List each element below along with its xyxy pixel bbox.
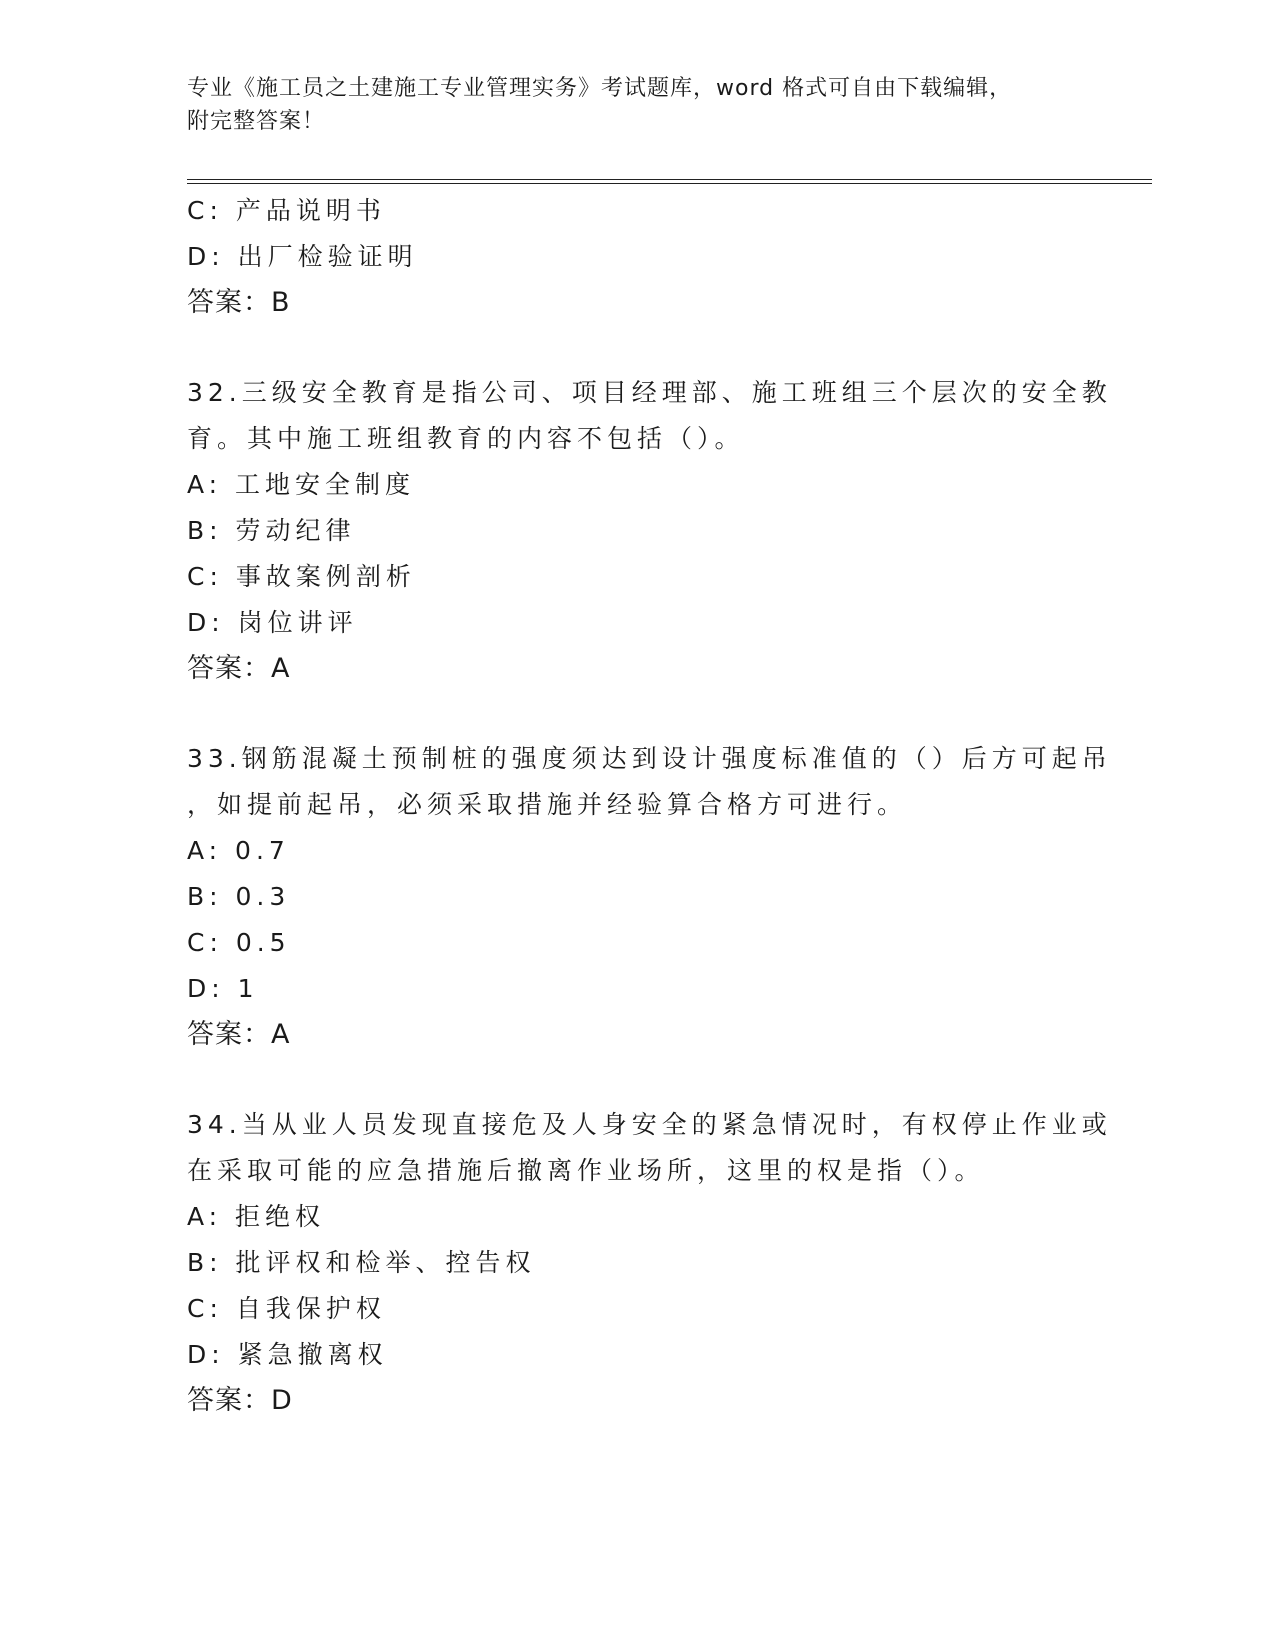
option-a: A: 拒绝权 xyxy=(187,1202,326,1231)
option-a: A: 0.7 xyxy=(187,836,290,865)
question-34 xyxy=(187,1102,1152,1424)
question-text-line-2: 育。其中施工班组教育的内容不包括（）。 xyxy=(187,424,745,453)
option-a: A: 工地安全制度 xyxy=(187,470,416,499)
question-text-line-2: ，如提前起吊，必须采取措施并经验算合格方可进行。 xyxy=(187,790,908,819)
question-text-line-1: 34.当从业人员发现直接危及人身安全的紧急情况时，有权停止作业或 xyxy=(187,1110,1112,1139)
answer-line: 答案：A xyxy=(187,1019,291,1050)
option-b: B: 批评权和检举、控告权 xyxy=(187,1248,536,1277)
header-line-1: 专业《施工员之土建施工专业管理实务》考试题库，word 格式可自由下载编辑， xyxy=(187,76,1013,101)
spacer xyxy=(187,692,1152,736)
question-33 xyxy=(187,736,1152,1058)
question-32 xyxy=(187,370,1152,692)
question-text-line-1: 32.三级安全教育是指公司、项目经理部、施工班组三个层次的安全教 xyxy=(187,378,1112,407)
option-c: C: 产品说明书 xyxy=(187,196,386,225)
question-text-line-2: 在采取可能的应急措施后撤离作业场所，这里的权是指（）。 xyxy=(187,1156,985,1185)
option-d: D: 紧急撤离权 xyxy=(187,1340,388,1369)
option-b: B: 0.3 xyxy=(187,882,291,911)
option-d: D: 出厂检验证明 xyxy=(187,242,418,271)
header-divider-bottom xyxy=(187,183,1152,184)
header-line-2: 附完整答案！ xyxy=(187,109,326,134)
question-list xyxy=(187,188,1152,1424)
option-c: C: 事故案例剖析 xyxy=(187,562,416,591)
question-text-line-1: 33.钢筋混凝土预制桩的强度须达到设计强度标准值的（）后方可起吊 xyxy=(187,744,1112,773)
spacer xyxy=(187,326,1152,370)
carryover-question xyxy=(187,188,1152,326)
option-c: C: 0.5 xyxy=(187,928,291,957)
option-d: D: 岗位讲评 xyxy=(187,608,358,637)
spacer xyxy=(187,1058,1152,1102)
option-b: B: 劳动纪律 xyxy=(187,516,356,545)
header-divider-top xyxy=(187,179,1152,180)
answer-line: 答案：B xyxy=(187,287,291,318)
answer-line: 答案：D xyxy=(187,1385,293,1416)
option-c: C: 自我保护权 xyxy=(187,1294,386,1323)
option-d: D: 1 xyxy=(187,974,259,1003)
document-header xyxy=(187,72,1067,138)
answer-line: 答案：A xyxy=(187,653,291,684)
